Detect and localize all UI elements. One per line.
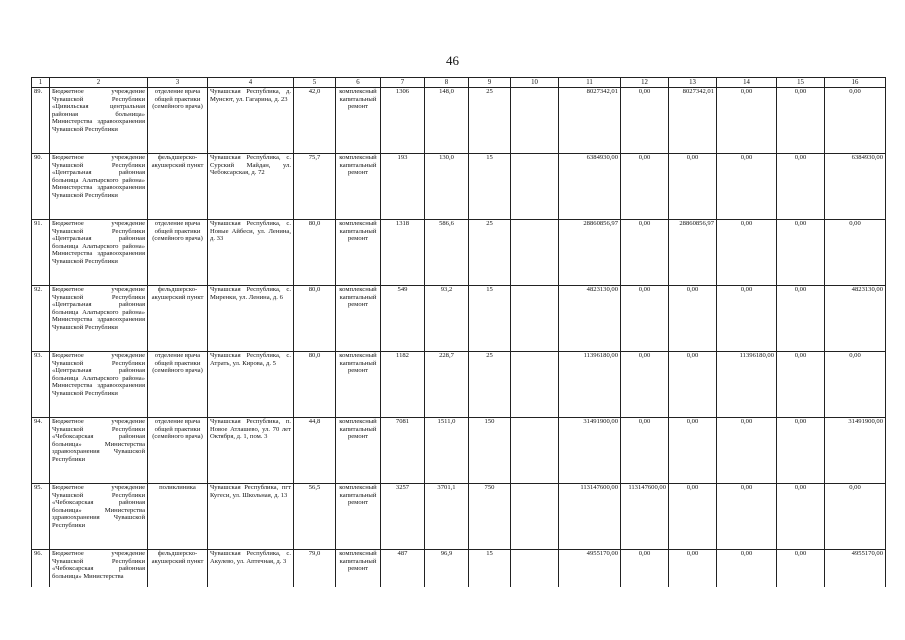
column-number: 7 [381,78,425,88]
total-cost: 4823130,00 [559,286,621,352]
volume-value: 96,9 [425,550,469,588]
cost-year-1: 0,00 [621,286,669,352]
facility-address: Чувашская Республика, с. Новые Айбеси, ул. Ленина, д. 33 [208,220,294,286]
column-number: 10 [511,78,559,88]
column-number: 2 [50,78,148,88]
volume-value: 228,7 [425,352,469,418]
work-type: комплексный капитальный ремонт [336,154,381,220]
facility-address: Чувашская Республика, д. Мунсют, ул. Гагарина, д. 23 [208,88,294,154]
cost-year-3: 0,00 [717,484,777,550]
cost-year-4: 0,00 [777,88,825,154]
facility-type: отделение врача общей практики (семейного врача) [148,352,208,418]
row-number: 91. [32,220,50,286]
facility-type: фельдшерско-акушерский пункт [148,286,208,352]
capacity-value: 15 [469,154,511,220]
capacity-value: 750 [469,484,511,550]
column-number: 15 [777,78,825,88]
cost-year-1: 0,00 [621,154,669,220]
facility-address: Чувашская Республика, п. Новое Атлашево, ул. 70 лет Октября, д. 1, пом. 3 [208,418,294,484]
cost-year-1: 0,00 [621,418,669,484]
cost-year-3: 0,00 [717,418,777,484]
column-number: 5 [294,78,336,88]
population-value: 1182 [381,352,425,418]
facility-address: Чувашская Республика, с. Миренки, ул. Ленина, д. 6 [208,286,294,352]
population-value: 3257 [381,484,425,550]
cost-year-5: 0,00 [825,484,886,550]
facility-type: фельдшерско-акушерский пункт [148,550,208,588]
population-value: 193 [381,154,425,220]
table-row [32,88,886,154]
column-number: 9 [469,78,511,88]
row-number: 95. [32,484,50,550]
capacity-value: 25 [469,220,511,286]
empty-cell [511,352,559,418]
capacity-value: 25 [469,88,511,154]
cost-year-1: 0,00 [621,352,669,418]
work-type: комплексный капитальный ремонт [336,220,381,286]
column-number: 6 [336,78,381,88]
work-type: комплексный капитальный ремонт [336,418,381,484]
column-number: 11 [559,78,621,88]
register-table [31,77,886,587]
institution-name: Бюджетное учреждение Чувашской Республики «Центральная районная больница Алатырского района» Министерства здравоохранения Чувашской Республики [50,286,148,352]
cost-year-5: 0,00 [825,220,886,286]
empty-cell [511,286,559,352]
row-number: 93. [32,352,50,418]
cost-year-1: 0,00 [621,220,669,286]
volume-value: 3701,1 [425,484,469,550]
cost-year-4: 0,00 [777,154,825,220]
column-number: 8 [425,78,469,88]
table-row [32,550,886,588]
cost-year-4: 0,00 [777,550,825,588]
empty-cell [511,418,559,484]
capacity-value: 15 [469,550,511,588]
cost-year-3: 11396180,00 [717,352,777,418]
cost-year-5: 4955170,00 [825,550,886,588]
cost-year-3: 0,00 [717,286,777,352]
cost-year-2: 0,00 [669,484,717,550]
work-type: комплексный капитальный ремонт [336,550,381,588]
population-value: 7081 [381,418,425,484]
cost-year-2: 0,00 [669,286,717,352]
cost-year-3: 0,00 [717,154,777,220]
column-number: 14 [717,78,777,88]
cost-year-5: 0,00 [825,88,886,154]
area-value: 79,0 [294,550,336,588]
cost-year-2: 28860856,97 [669,220,717,286]
facility-type: отделение врача общей практики (семейного врача) [148,418,208,484]
area-value: 80,0 [294,220,336,286]
row-number: 94. [32,418,50,484]
area-value: 44,8 [294,418,336,484]
column-number: 12 [621,78,669,88]
area-value: 56,5 [294,484,336,550]
cost-year-2: 0,00 [669,418,717,484]
row-number: 90. [32,154,50,220]
facility-address: Чувашская Республика, с. Сурский Майдан, ул. Чебоксарская, д. 72 [208,154,294,220]
cost-year-1: 0,00 [621,550,669,588]
facility-type: поликлиника [148,484,208,550]
table-row [32,154,886,220]
cost-year-5: 31491900,00 [825,418,886,484]
total-cost: 28860856,97 [559,220,621,286]
column-number-header-row [32,78,886,88]
total-cost: 31491900,00 [559,418,621,484]
capacity-value: 15 [469,286,511,352]
cost-year-5: 0,00 [825,352,886,418]
row-number: 96. [32,550,50,588]
empty-cell [511,550,559,588]
cost-year-2: 0,00 [669,154,717,220]
cost-year-4: 0,00 [777,220,825,286]
work-type: комплексный капитальный ремонт [336,88,381,154]
institution-name: Бюджетное учреждение Чувашской Республики «Чебоксарская районная больница» Министерства здравоохранения Чувашской Республики [50,418,148,484]
work-type: комплексный капитальный ремонт [336,352,381,418]
empty-cell [511,220,559,286]
institution-name: Бюджетное учреждение Чувашской Республики «Центральная районная больница Алатырского района» Министерства здравоохранения Чувашской Республики [50,352,148,418]
cost-year-4: 0,00 [777,418,825,484]
cost-year-5: 6384930,00 [825,154,886,220]
cost-year-2: 8027342,01 [669,88,717,154]
column-number: 3 [148,78,208,88]
institution-name: Бюджетное учреждение Чувашской Республики «Центральная районная больница Алатырского района» Министерства здравоохранения Чувашской Республики [50,154,148,220]
area-value: 80,0 [294,352,336,418]
total-cost: 4955170,00 [559,550,621,588]
column-number: 4 [208,78,294,88]
cost-year-4: 0,00 [777,286,825,352]
population-value: 549 [381,286,425,352]
table-row [32,484,886,550]
facility-type: фельдшерско-акушерский пункт [148,154,208,220]
facility-type: отделение врача общей практики (семейного врача) [148,88,208,154]
population-value: 487 [381,550,425,588]
facility-address: Чувашская Республика, с. Акулево, ул. Аптечная, д. 3 [208,550,294,588]
facility-address: Чувашская Республика, пгт Кугеси, ул. Школьная, д. 13 [208,484,294,550]
column-number: 13 [669,78,717,88]
institution-name: Бюджетное учреждение Чувашской Республики «Чебоксарская районная больница» Министерства [50,550,148,588]
column-number: 1 [32,78,50,88]
volume-value: 1511,0 [425,418,469,484]
institution-name: Бюджетное учреждение Чувашской Республики «Чебоксарская районная больница» Министерства здравоохранения Чувашской Республики [50,484,148,550]
population-value: 1318 [381,220,425,286]
table-row [32,418,886,484]
empty-cell [511,154,559,220]
total-cost: 6384930,00 [559,154,621,220]
volume-value: 148,0 [425,88,469,154]
work-type: комплексный капитальный ремонт [336,484,381,550]
capacity-value: 25 [469,352,511,418]
row-number: 89. [32,88,50,154]
cost-year-3: 0,00 [717,88,777,154]
institution-name: Бюджетное учреждение Чувашской Республики «Цивильская центральная районная больница» Министерства здравоохранения Чувашской Республики [50,88,148,154]
area-value: 80,0 [294,286,336,352]
cost-year-2: 0,00 [669,352,717,418]
area-value: 75,7 [294,154,336,220]
cost-year-1: 113147600,00 [621,484,669,550]
facility-type: отделение врача общей практики (семейного врача) [148,220,208,286]
empty-cell [511,484,559,550]
table-row [32,286,886,352]
column-number: 16 [825,78,886,88]
volume-value: 130,0 [425,154,469,220]
row-number: 92. [32,286,50,352]
cost-year-3: 0,00 [717,220,777,286]
volume-value: 93,2 [425,286,469,352]
total-cost: 11396180,00 [559,352,621,418]
work-type: комплексный капитальный ремонт [336,286,381,352]
population-value: 1306 [381,88,425,154]
cost-year-5: 4823130,00 [825,286,886,352]
volume-value: 586,6 [425,220,469,286]
area-value: 42,0 [294,88,336,154]
cost-year-4: 0,00 [777,352,825,418]
table-row [32,220,886,286]
institution-name: Бюджетное учреждение Чувашской Республики «Центральная районная больница Алатырского района» Министерства здравоохранения Чувашской Республики [50,220,148,286]
empty-cell [511,88,559,154]
facility-address: Чувашская Республика, с. Атрать, ул. Кирова, д. 5 [208,352,294,418]
cost-year-2: 0,00 [669,550,717,588]
page-number: 46 [446,53,459,68]
cost-year-1: 0,00 [621,88,669,154]
total-cost: 8027342,01 [559,88,621,154]
cost-year-4: 0,00 [777,484,825,550]
capacity-value: 150 [469,418,511,484]
total-cost: 113147600,00 [559,484,621,550]
cost-year-3: 0,00 [717,550,777,588]
table-row [32,352,886,418]
